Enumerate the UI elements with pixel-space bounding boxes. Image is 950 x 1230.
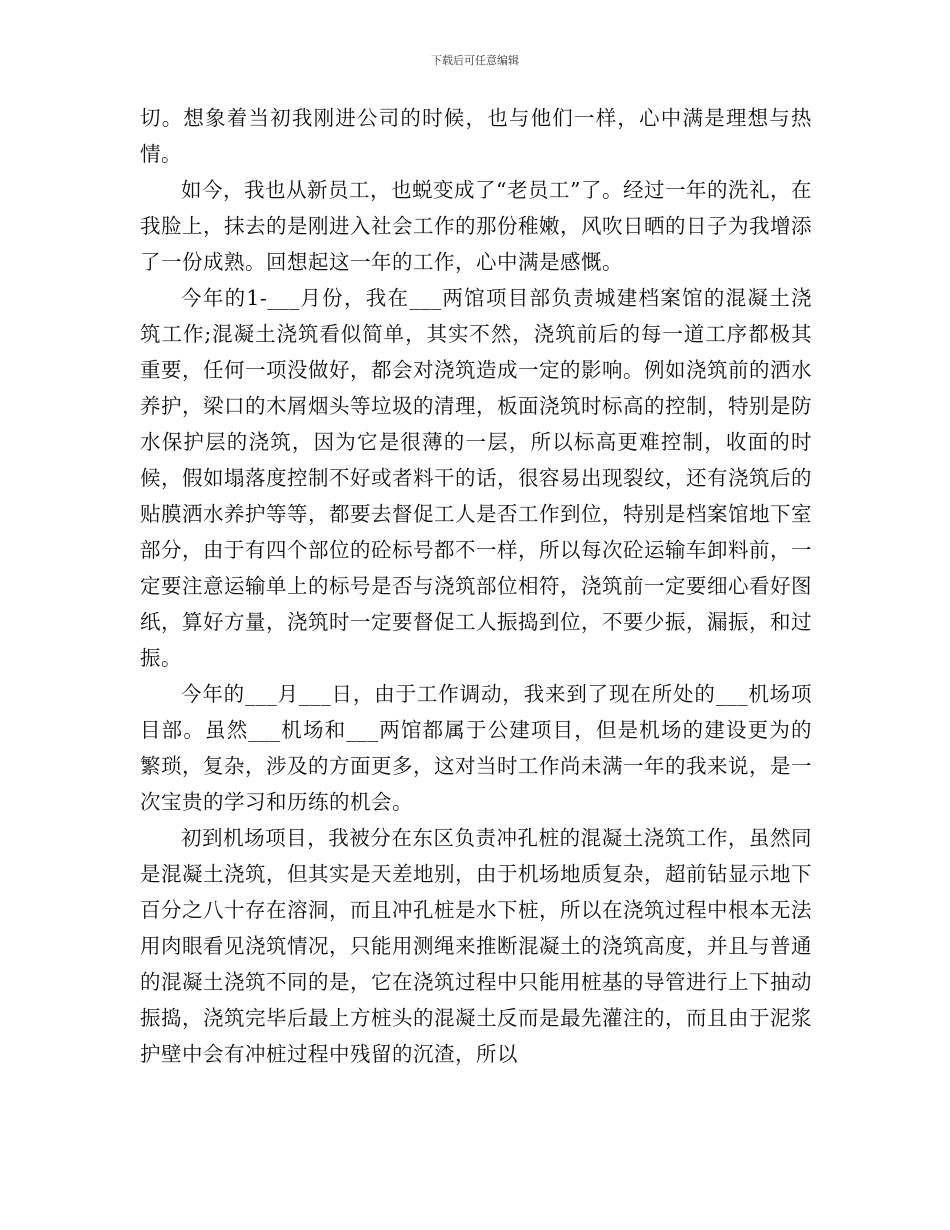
paragraph-4: 今年的___月___日，由于工作调动，我来到了现在所处的___机场项目部。虽然___机场和___两馆都属于公建项目，但是机场的建设更为的繁琐，复杂，涉及的方面更多，这对当时工作尚未满一年的我来说，是一次宝贵的学习和历练的机会。 bbox=[140, 682, 812, 814]
paragraph-1: 切。想象着当初我刚进公司的时候，也与他们一样，心中满是理想与热情。 bbox=[140, 106, 812, 166]
paragraph-5: 初到机场项目，我被分在东区负责冲孔桩的混凝土浇筑工作，虽然同是混凝土浇筑，但其实是天差地别，由于机场地质复杂，超前钻显示地下百分之八十存在溶洞，而且冲孔桩是水下桩，所以在浇筑过程中根本无法用肉眼看见浇筑情况，只能用测绳来推断混凝土的浇筑高度，并且与普通的混凝土浇筑不同的是，它在浇筑过程中只能用桩基的导管进行上下抽动振捣，浇筑完毕后最上方桩头的混凝土反而是最先灌注的，而且由于泥浆护壁中会有冲桩过程中残留的沉渣，所以 bbox=[140, 826, 812, 1066]
page-header: 下载后可任意编辑 bbox=[431, 54, 519, 67]
paragraph-3: 今年的1-___月份，我在___两馆项目部负责城建档案馆的混凝土浇筑工作;混凝土浇筑看似简单，其实不然，浇筑前后的每一道工序都极其重要，任何一项没做好，都会对浇筑造成一定的影响。例如浇筑前的洒水养护，梁口的木屑烟头等垃圾的清理，板面浇筑时标高的控制，特别是防水保护层的浇筑，因为它是很薄的一层，所以标高更难控制，收面的时候，假如塌落度控制不好或者料干的话，很容易出现裂纹，还有浇筑后的贴膜洒水养护等等，都要去督促工人是否工作到位，特别是档案馆地下室部分，由于有四个部位的砼标号都不一样，所以每次砼运输车卸料前，一定要注意运输单上的标号是否与浇筑部位相符，浇筑前一定要细心看好图纸，算好方量，浇筑时一定要督促工人振捣到位，不要少振，漏振，和过振。 bbox=[140, 286, 812, 670]
paragraph-2: 如今，我也从新员工，也蜕变成了“老员工”了。经过一年的洗礼，在我脸上，抹去的是刚进入社会工作的那份稚嫩，风吹日晒的日子为我增添了一份成熟。回想起这一年的工作，心中满是感慨。 bbox=[140, 178, 812, 274]
document-body bbox=[140, 100, 812, 1072]
